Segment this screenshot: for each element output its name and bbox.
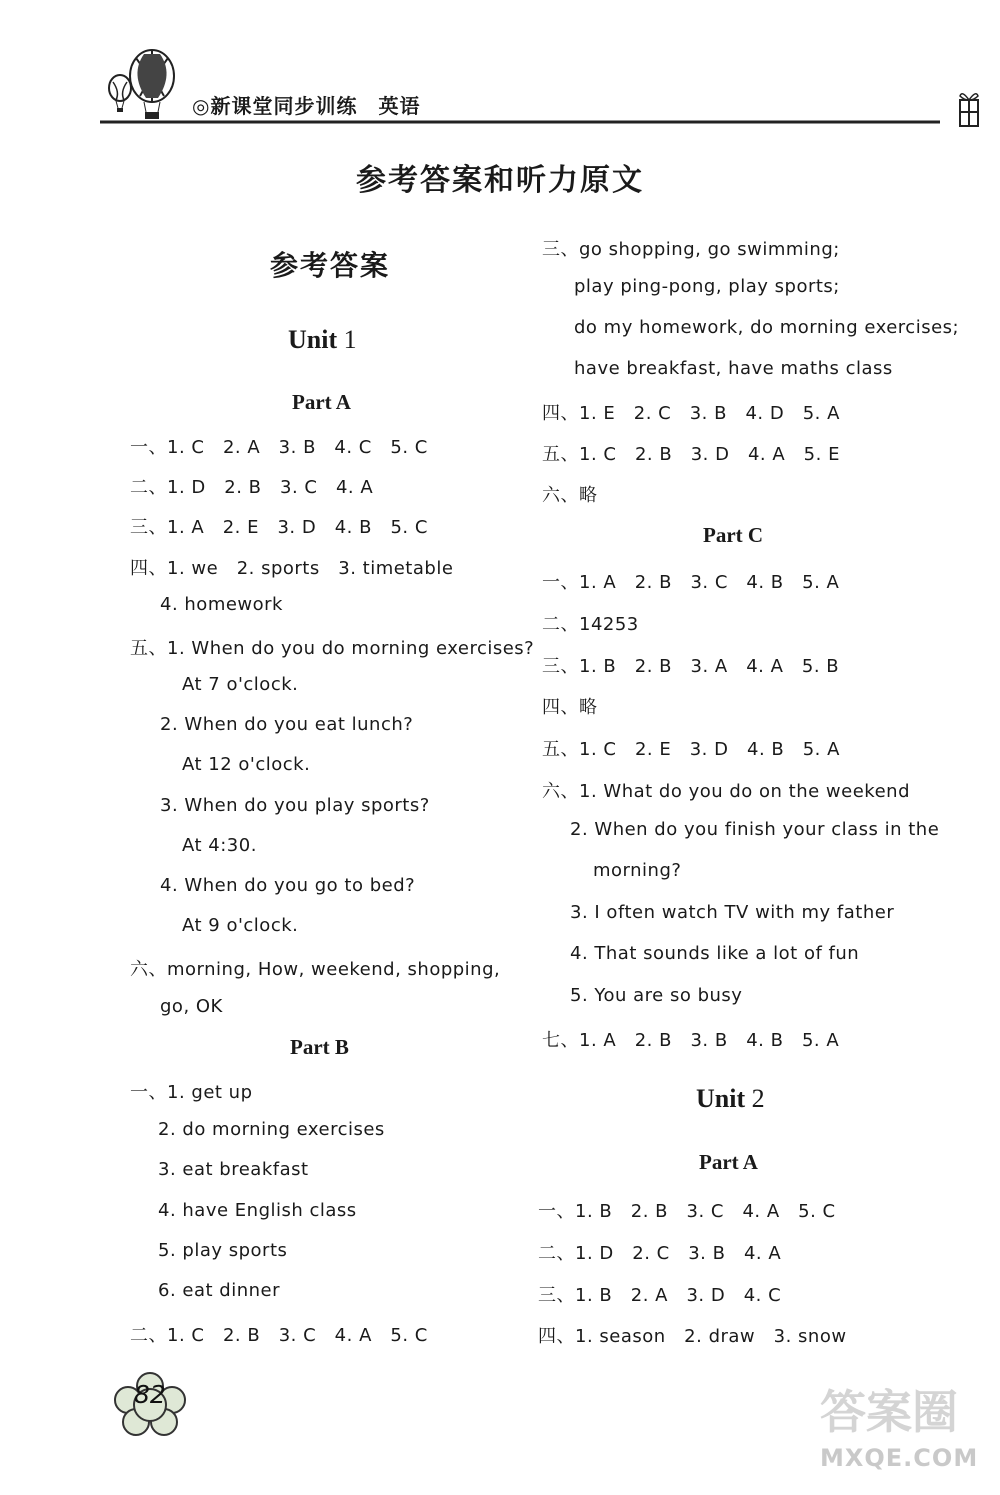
answer-line: 五、1. C 2. E 3. D 4. B 5. A: [542, 739, 840, 760]
section-title: 参考答案: [269, 249, 390, 282]
svg-text:答案圈: 答案圈: [820, 1385, 958, 1439]
answer-line: go, OK: [160, 996, 223, 1017]
gift-box-icon: [958, 88, 980, 128]
part-a-heading: Part A: [699, 1150, 758, 1174]
answer-line: 四、1. we 2. sports 3. timetable: [130, 558, 454, 579]
answer-line: 2. When do you finish your class in the: [570, 819, 940, 840]
watermark-logo: [818, 1380, 978, 1440]
header-rule: [100, 120, 940, 124]
answer-line: 4. have English class: [158, 1200, 357, 1221]
unit-2-heading: [696, 1084, 765, 1114]
answer-line: 五、1. When do you do morning exercises?: [130, 638, 535, 659]
page-header: [100, 48, 980, 138]
answer-line: 二、1. D 2. C 3. B 4. A: [538, 1243, 782, 1264]
page-number: 82: [134, 1380, 166, 1409]
answer-line: 五、1. C 2. B 3. D 4. A 5. E: [542, 444, 840, 465]
answer-line: 2. do morning exercises: [158, 1119, 385, 1140]
answer-line: 二、1. C 2. B 3. C 4. A 5. C: [130, 1325, 428, 1346]
series-title: ◎新课堂同步训练 英语: [192, 94, 421, 118]
answer-line: 3. eat breakfast: [158, 1159, 309, 1180]
answer-line: At 9 o'clock.: [182, 915, 299, 936]
answer-line: have breakfast, have maths class: [574, 358, 893, 379]
answer-line: 四、1. E 2. C 3. B 4. D 5. A: [542, 403, 840, 424]
answer-line: 3. When do you play sports?: [160, 795, 430, 816]
answer-line: At 4:30.: [182, 835, 257, 856]
answer-line: 四、略: [542, 697, 598, 718]
watermark-url: MXQE.COM: [820, 1444, 979, 1472]
answer-line: 四、1. season 2. draw 3. snow: [538, 1326, 847, 1347]
answer-line: 一、1. get up: [130, 1082, 253, 1103]
answer-line: 4. homework: [160, 594, 283, 615]
unit-1-label: Unit: [288, 325, 338, 354]
answer-line: morning?: [593, 860, 682, 881]
answer-line: 4. That sounds like a lot of fun: [570, 943, 860, 964]
answer-line: 6. eat dinner: [158, 1280, 280, 1301]
part-a-heading: Part A: [292, 390, 351, 414]
answer-line: 3. I often watch TV with my father: [570, 902, 895, 923]
page-title: 参考答案和听力原文: [356, 163, 644, 198]
unit-2-number: 2: [751, 1084, 765, 1113]
answer-line: 2. When do you eat lunch?: [160, 714, 414, 735]
answer-line: 5. You are so busy: [570, 985, 743, 1006]
answer-line: 5. play sports: [158, 1240, 288, 1261]
answer-line: 三、go shopping, go swimming;: [542, 239, 840, 260]
answer-line: do my homework, do morning exercises;: [574, 317, 960, 338]
unit-1-heading: [288, 325, 357, 355]
answer-line: 一、1. B 2. B 3. C 4. A 5. C: [538, 1201, 836, 1222]
answer-line: 七、1. A 2. B 3. B 4. B 5. A: [542, 1030, 840, 1051]
answer-line: play ping-pong, play sports;: [574, 276, 840, 297]
answer-line: 六、1. What do you do on the weekend: [542, 781, 910, 802]
answer-line: 二、14253: [542, 614, 639, 635]
answer-line: 4. When do you go to bed?: [160, 875, 416, 896]
answer-line: At 7 o'clock.: [182, 674, 299, 695]
answer-line: 六、略: [542, 485, 598, 506]
answer-line: At 12 o'clock.: [182, 754, 311, 775]
part-c-heading: Part C: [703, 523, 764, 547]
answer-line: 六、morning, How, weekend, shopping,: [130, 959, 501, 980]
part-b-heading: Part B: [290, 1035, 349, 1059]
unit-1-number: 1: [343, 325, 357, 354]
answer-line: 三、1. B 2. B 3. A 4. A 5. B: [542, 656, 840, 677]
answer-line: 一、1. A 2. B 3. C 4. B 5. A: [542, 572, 840, 593]
answer-line: 三、1. A 2. E 3. D 4. B 5. C: [130, 517, 428, 538]
answer-line: 一、1. C 2. A 3. B 4. C 5. C: [130, 437, 428, 458]
answer-line: 二、1. D 2. B 3. C 4. A: [130, 477, 374, 498]
hot-air-balloon-icon: [100, 48, 190, 128]
unit-2-label: Unit: [696, 1084, 746, 1113]
answer-line: 三、1. B 2. A 3. D 4. C: [538, 1285, 782, 1306]
